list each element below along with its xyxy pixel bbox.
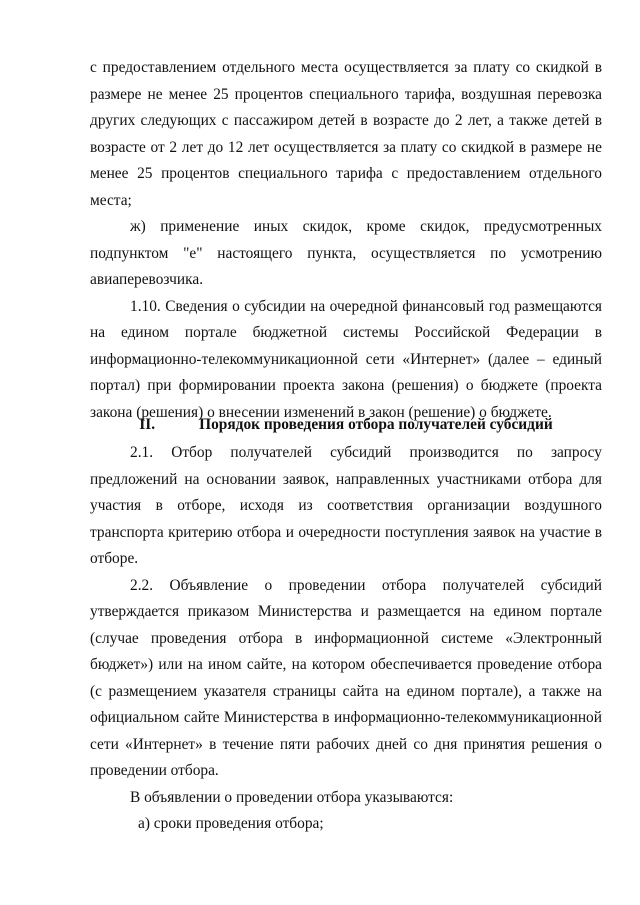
text-block-top (90, 55, 602, 426)
section-number: II. (139, 416, 156, 433)
section-heading (90, 412, 602, 439)
section-title: Порядок проведения отбора получателей субсидий (199, 416, 553, 433)
paragraph-announcement-intro: В объявлении о проведении отбора указываются: (130, 788, 454, 806)
paragraph-item-zh: ж) применение иных скидок, кроме скидок, предусмотренных подпунктом "е" настоящего пункта, осуществляется по усмотрению авиаперевозчика. (90, 218, 602, 288)
text-block-bottom (90, 440, 602, 838)
paragraph-2-1: 2.1. Отбор получателей субсидий производится по запросу предложений на основании заявок, направленных участниками отбора для участия в отборе, исходя из соответствия организации воздушного транспорта критерию отбора и очередности поступления заявок на участие в отборе. (90, 444, 602, 567)
paragraph-1-10: 1.10. Сведения о субсидии на очередной финансовый год размещаются на едином портале бюджетной системы Российской Федерации в информационно-телекоммуникационной сети «Интернет» (далее – единый портал) при формировании проекта закона (решения) о бюджете (проекта закона (решения) о внесении изменений в закон (решение) о бюджете. (90, 297, 602, 421)
paragraph-tariff-continuation: с предоставлением отдельного места осуществляется за плату со скидкой в размере не менее 25 процентов специального тарифа, воздушная перевозка других следующих с пассажиром детей в возрасте до 2 лет, а также детей в возрасте от 2 лет до 12 лет осуществляется за плату со скидкой в размере не менее 25 процентов специального тарифа с предоставлением отдельного места; (90, 59, 602, 209)
list-item-a: а) сроки проведения отбора; (138, 815, 324, 832)
paragraph-2-2: 2.2. Объявление о проведении отбора получателей субсидий утверждается приказом Министерства и размещается на едином портале (случае проведения отбора в информационной системе «Электронный бюджет») или на ином сайте, на котором обеспечивается проведение отбора (с размещением указателя страницы сайта на едином портале), а также на официальном сайте Министерства в информационно-телекоммуникационной сети «Интернет» в течение пяти рабочих дней со дня принятия решения о проведении отбора. (90, 576, 602, 779)
